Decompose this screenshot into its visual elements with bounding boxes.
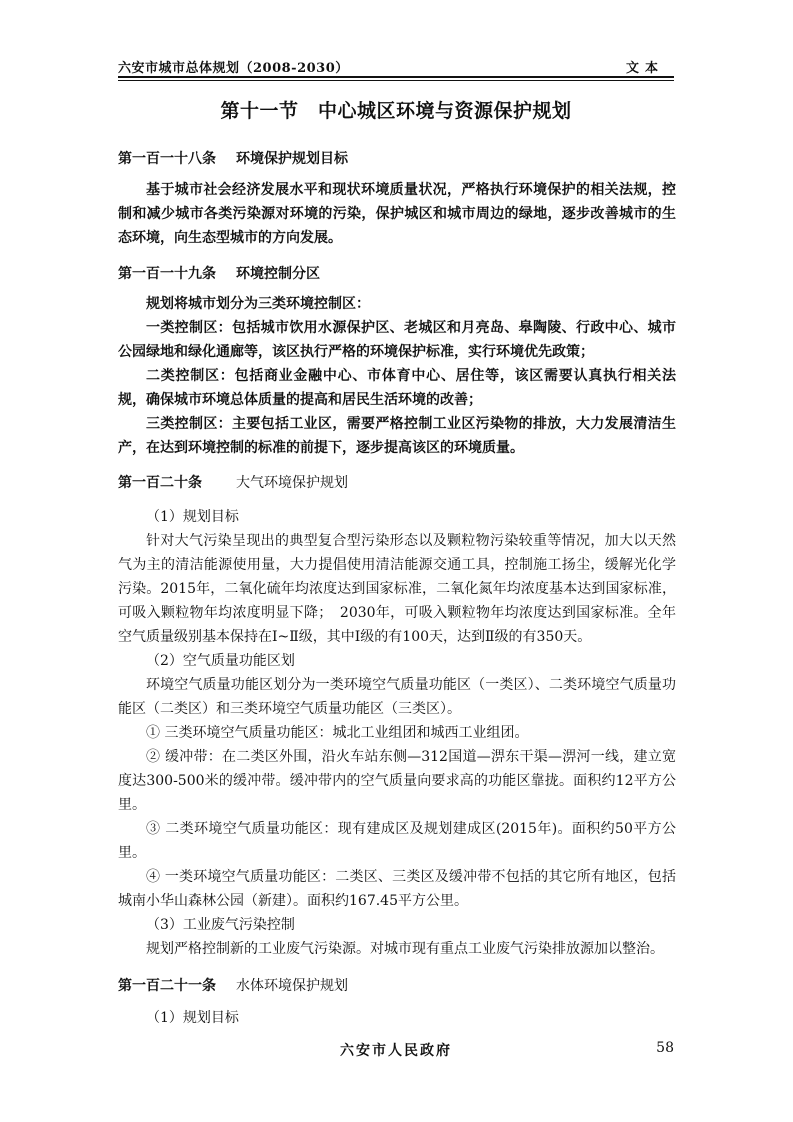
page-footer bbox=[118, 1040, 674, 1064]
article-121-number: 第一百二十一条 bbox=[118, 978, 216, 994]
article-119-zone-1: 一类控制区：包括城市饮用水源保护区、老城区和月亮岛、皋陶陵、行政中心、城市公园绿地和绿化通廊等，该区执行严格的环境保护标准，实行环境优先政策； bbox=[118, 320, 676, 360]
article-119-heading bbox=[118, 263, 320, 283]
article-120-item-4: ④ 一类环境空气质量功能区：二类区、三类区及缓冲带不包括的其它所有地区，包括城南小华山森林公园（新建）。面积约167.45平方公里。 bbox=[118, 869, 676, 909]
header-rule-thin bbox=[118, 80, 674, 81]
footer-issuer: 六安市人民政府 bbox=[340, 1043, 452, 1059]
article-121-heading bbox=[118, 975, 348, 995]
article-118-paragraph: 基于城市社会经济发展水平和现状环境质量状况，严格执行环境保护的相关法规，控制和减少城市各类污染源对环境的污染，保护城区和城市周边的绿地，逐步改善城市的生态环境，向生态型城市的方向发展。 bbox=[118, 182, 676, 246]
article-119-zone-3: 三类控制区：主要包括工业区，需要严格控制工业区污染物的排放，大力发展清洁生产，在达到环境控制的标准的前提下，逐步提高该区的环境质量。 bbox=[118, 416, 676, 456]
article-118-number: 第一百一十八条 bbox=[118, 151, 216, 167]
article-121-title: 水体环境保护规划 bbox=[236, 978, 348, 994]
page-header bbox=[118, 54, 674, 76]
article-120-sub-3: （3）工业废气污染控制 bbox=[146, 917, 295, 933]
article-119-number: 第一百一十九条 bbox=[118, 266, 216, 282]
article-120-sub-2-paragraph: 环境空气质量功能区划分为一类环境空气质量功能区（一类区）、二类环境空气质量功能区（二类区）和三类环境空气质量功能区（三类区）。 bbox=[118, 677, 676, 717]
article-118-heading bbox=[118, 148, 348, 168]
article-120-sub-3-paragraph: 规划严格控制新的工业废气污染源。对城市现有重点工业废气污染排放源加以整治。 bbox=[146, 941, 664, 957]
article-120-heading bbox=[118, 472, 348, 492]
header-document-title: 六安市城市总体规划（2008-2030） bbox=[118, 61, 349, 76]
article-119-title: 环境控制分区 bbox=[236, 266, 320, 282]
article-120-title: 大气环境保护规划 bbox=[236, 475, 348, 491]
article-119-zone-2: 二类控制区：包括商业金融中心、市体育中心、居住等，该区需要认真执行相关法规，确保城市环境总体质量的提高和居民生活环境的改善； bbox=[118, 368, 676, 408]
article-120-item-3: ③ 二类环境空气质量功能区：现有建成区及规划建成区(2015年)。面积约50平方公里。 bbox=[118, 821, 676, 861]
section-title: 第十一节 中心城区环境与资源保护规划 bbox=[220, 100, 572, 122]
article-120-item-2: ② 缓冲带：在二类区外围，沿火车站东侧—312国道—淠东干渠—淠河一线，建立宽度达300-500米的缓冲带。缓冲带内的空气质量向要求高的功能区靠拢。面积约12平方公里。 bbox=[118, 749, 676, 813]
article-120-sub-2: （2）空气质量功能区划 bbox=[146, 653, 295, 669]
article-120-sub-1-paragraph: 针对大气污染呈现出的典型复合型污染形态以及颗粒物污染较重等情况，加大以天然气为主的清洁能源使用量，大力提倡使用清洁能源交通工具，控制施工扬尘，缓解光化学污染。2015年，二氧化硫年均浓度达到国家标准，二氧化氮年均浓度基本达到国家标准，可吸入颗粒物年均浓度明显下降； 2030年，可吸入颗粒物年均浓度达到国家标准。全年空气质量级别基本保持在Ⅰ~Ⅱ级，其中Ⅰ级的有100天，达到Ⅱ级的有350天。 bbox=[118, 533, 676, 645]
article-121-sub-1: （1）规划目标 bbox=[146, 1010, 239, 1026]
article-118-title: 环境保护规划目标 bbox=[236, 151, 348, 167]
article-119-intro: 规划将城市划分为三类环境控制区： bbox=[146, 296, 370, 312]
page-number: 58 bbox=[656, 1040, 674, 1056]
header-document-type: 文本 bbox=[625, 61, 664, 76]
article-120-item-1: ① 三类环境空气质量功能区：城北工业组团和城西工业组团。 bbox=[146, 725, 529, 741]
article-120-sub-1: （1）规划目标 bbox=[146, 509, 239, 525]
article-120-number: 第一百二十条 bbox=[118, 475, 202, 491]
header-rule-thick bbox=[118, 76, 674, 78]
